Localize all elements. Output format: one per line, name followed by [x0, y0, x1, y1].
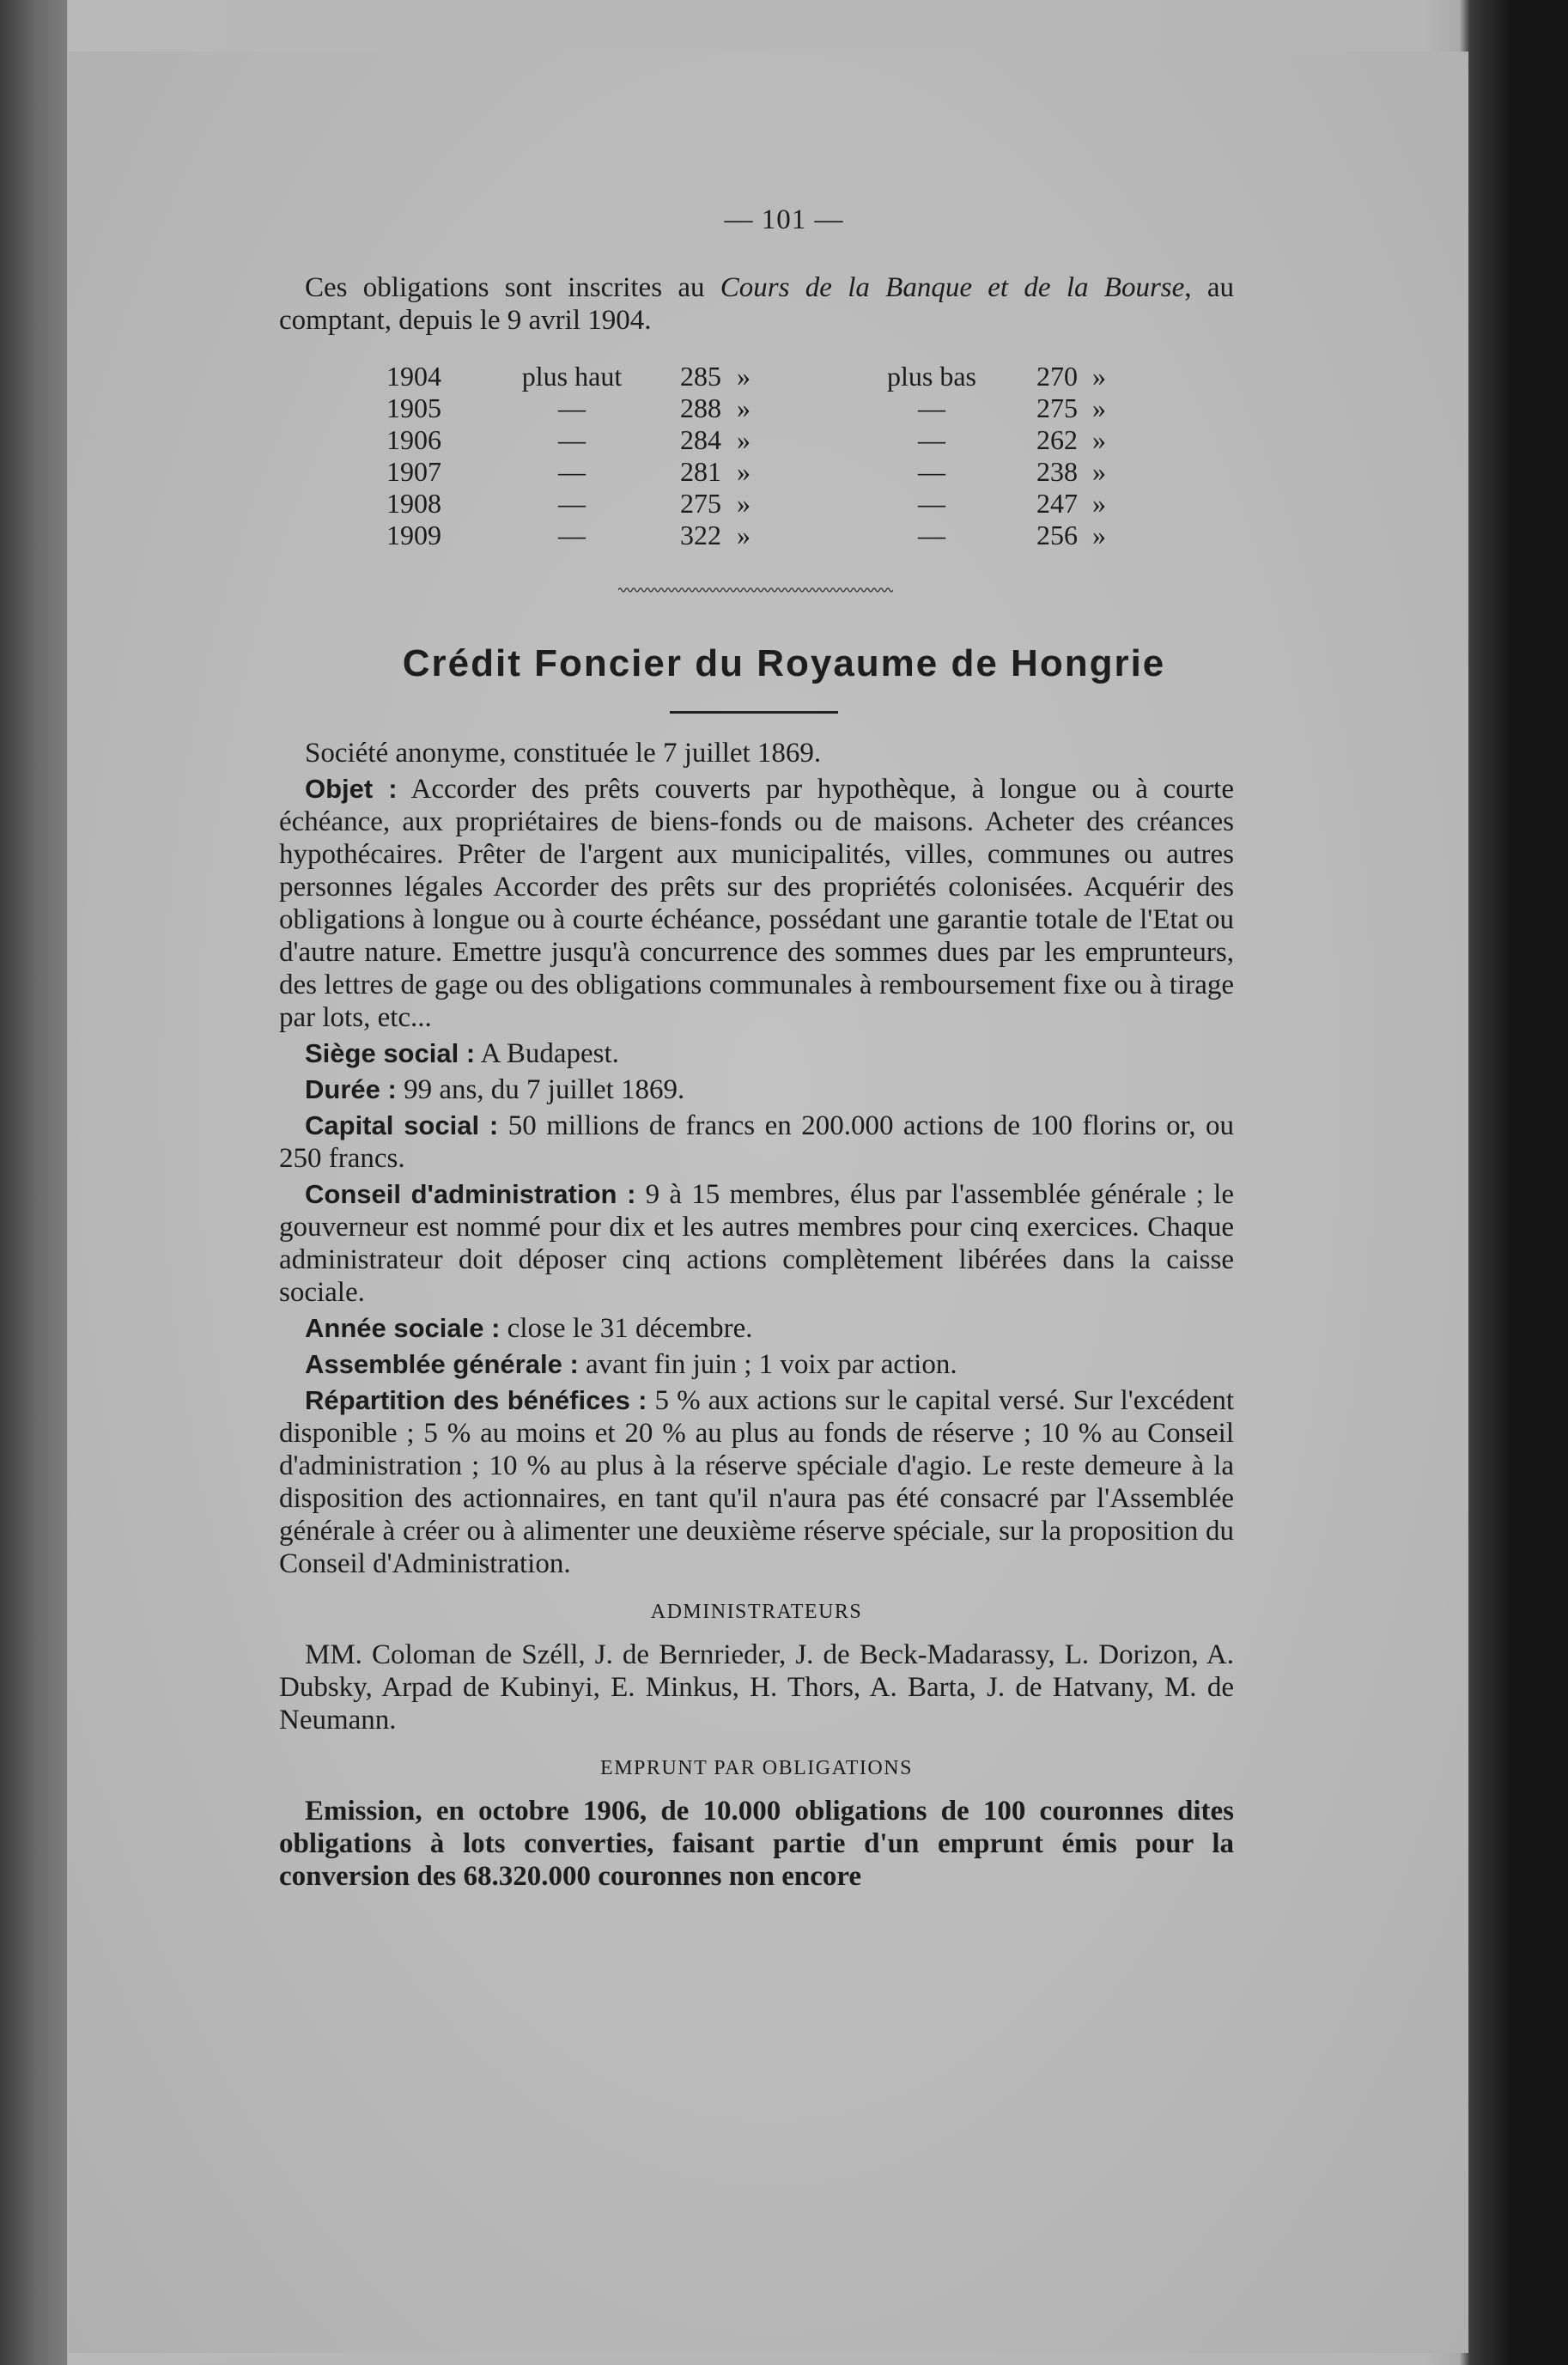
objet-text: Accorder des prêts couverts par hypothèque, à longue ou à courte échéance, aux propriétaires de biens-fonds ou de maisons. Acheter des créances hypothécaires. Prêter de l'argent aux municipalités, villes, communes ou autres personnes légales Accorder des prêts sur des propriétés colonisées. Acquérir des obligations à longue ou à courte échéance, possédant une garantie totale de l'Etat ou d'autre nature. Emettre jusqu'à concurrence des sommes dues par les emprunteurs, des lettres de gage ou des obligations communales à remboursement fixe ou à tirage par lots, etc...: [279, 774, 1234, 1033]
quote-year: 1907: [386, 456, 441, 487]
quote-high-ditto: »: [737, 392, 751, 423]
conseil-label: Conseil d'administration :: [305, 1179, 636, 1209]
emprunt-paragraph: Emission, en octobre 1906, de 10.000 obligations de 100 couronnes dites obligations à lots converties, faisant partie d'un emprunt émis pour la conversion des 68.320.000 couronnes non encore: [279, 1796, 1234, 1892]
quote-high-label: —: [558, 520, 586, 550]
quote-high-label: —: [558, 424, 586, 455]
siege-label: Siège social :: [305, 1038, 476, 1068]
title-rule: [670, 711, 838, 714]
siege-text: A Budapest.: [480, 1038, 619, 1069]
repartition-text: 5 % aux actions sur le capital versé. Sur l'excédent disponible ; 5 % au moins et 20 % au plus au fonds de réserve ; 10 % au Conseil d'administration ; 10 % au plus à la réserve spéciale d'agio. Le reste demeure à la disposition des actionnaires, en tant qu'il n'aura pas été consacré par l'Assemblée générale à créer ou à alimenter une deuxième réserve spéciale, sur la proposition du Conseil d'Administration.: [279, 1385, 1235, 1579]
quote-low-ditto: »: [1092, 488, 1106, 519]
quote-high-value: 284: [680, 424, 721, 455]
quote-low-label: —: [918, 456, 945, 487]
company-intro: Société anonyme, constituée le 7 juillet 1869.: [305, 738, 822, 769]
quote-high-ditto: »: [737, 520, 751, 550]
objet-paragraph: [279, 773, 1234, 1034]
assemblee-paragraph: [279, 1348, 1234, 1381]
quote-high-label: —: [558, 456, 586, 487]
quote-low-label: —: [918, 488, 945, 519]
annee-text: close le 31 décembre.: [507, 1313, 753, 1344]
quote-high-label: —: [558, 392, 586, 423]
siege-paragraph: [279, 1037, 1234, 1070]
quote-year: 1909: [386, 520, 441, 550]
objet-label: Objet :: [305, 774, 398, 804]
quote-low-value: 262: [1036, 424, 1078, 455]
quote-high-value: 281: [680, 456, 721, 487]
quote-low-value: 247: [1036, 488, 1078, 519]
quote-year: 1905: [386, 392, 441, 423]
quote-low-ditto: »: [1092, 424, 1106, 455]
quote-low-ditto: »: [1092, 392, 1106, 423]
capital-label: Capital social :: [305, 1110, 499, 1140]
emprunt-heading: EMPRUNT PAR OBLIGATIONS: [600, 1757, 913, 1779]
quote-row: [386, 488, 1159, 520]
quote-row: [386, 424, 1159, 456]
quote-low-label: —: [918, 520, 945, 550]
duree-label: Durée :: [305, 1074, 397, 1104]
quote-low-ditto: »: [1092, 520, 1106, 550]
intro-paragraph: [279, 271, 1234, 337]
quote-low-ditto: »: [1092, 456, 1106, 487]
quote-low-ditto: »: [1092, 361, 1106, 392]
repartition-label: Répartition des bénéfices :: [305, 1385, 647, 1415]
quote-row: [386, 456, 1159, 488]
intro-text-after: , au comptant, depuis le 9 avril 1904.: [279, 272, 1234, 336]
repartition-paragraph: [279, 1384, 1234, 1580]
quote-high-ditto: »: [737, 488, 751, 519]
quote-high-label: plus haut: [521, 361, 623, 392]
duree-text: 99 ans, du 7 juillet 1869.: [404, 1074, 685, 1105]
quote-high-ditto: »: [737, 456, 751, 487]
quote-low-label: —: [918, 424, 945, 455]
quote-low-value: 270: [1036, 361, 1078, 392]
quote-low-label: plus bas: [887, 361, 976, 392]
page-number: — 101 —: [724, 204, 844, 235]
intro-italic: Cours de la Banque et de la Bourse: [720, 272, 1185, 303]
company-title: Crédit Foncier du Royaume de Hongrie: [402, 642, 1166, 684]
decorative-separator: [618, 586, 893, 594]
assemblee-label: Assemblée générale :: [305, 1349, 579, 1379]
quote-high-value: 275: [680, 488, 721, 519]
quote-year: 1906: [386, 424, 441, 455]
quote-low-value: 256: [1036, 520, 1078, 550]
facing-page-edge: [0, 0, 67, 2365]
quote-low-value: 275: [1036, 392, 1078, 423]
assemblee-text: avant fin juin ; 1 voix par action.: [586, 1349, 957, 1380]
quote-row: [386, 392, 1159, 424]
quote-row: [386, 361, 1159, 392]
annee-paragraph: [279, 1312, 1234, 1345]
quote-high-ditto: »: [737, 424, 751, 455]
quote-row: [386, 520, 1159, 551]
administrateurs-heading: ADMINISTRATEURS: [650, 1601, 863, 1623]
quote-high-ditto: »: [737, 361, 751, 392]
intro-text-before: Ces obligations sont inscrites au: [305, 272, 720, 303]
annee-label: Année sociale :: [305, 1313, 501, 1343]
administrateurs-list: MM. Coloman de Széll, J. de Bernrieder, J. de Beck-Madarassy, L. Dorizon, A. Dubsky, Arpad de Kubinyi, E. Minkus, H. Thors, A. Barta, J. de Hatvany, M. de Neumann.: [279, 1639, 1234, 1736]
quote-low-value: 238: [1036, 456, 1078, 487]
capital-text: 50 millions de francs en 200.000 actions de 100 florins or, ou 250 francs.: [279, 1110, 1235, 1174]
quote-year: 1904: [386, 361, 441, 392]
conseil-text: 9 à 15 membres, élus par l'assemblée générale ; le gouverneur est nommé pour dix et les autres membres pour cinq exercices. Chaque administrateur doit déposer cinq actions complètement libérées dans la caisse sociale.: [279, 1179, 1235, 1308]
quote-high-value: 322: [680, 520, 721, 550]
quote-year: 1908: [386, 488, 441, 519]
conseil-paragraph: [279, 1178, 1234, 1309]
quote-high-value: 288: [680, 392, 721, 423]
quote-high-label: —: [558, 488, 586, 519]
capital-paragraph: [279, 1110, 1234, 1175]
duree-paragraph: [279, 1073, 1234, 1106]
quote-high-value: 285: [680, 361, 721, 392]
quote-low-label: —: [918, 392, 945, 423]
company-body: [279, 737, 1234, 1896]
quotes-table: [386, 361, 1159, 551]
